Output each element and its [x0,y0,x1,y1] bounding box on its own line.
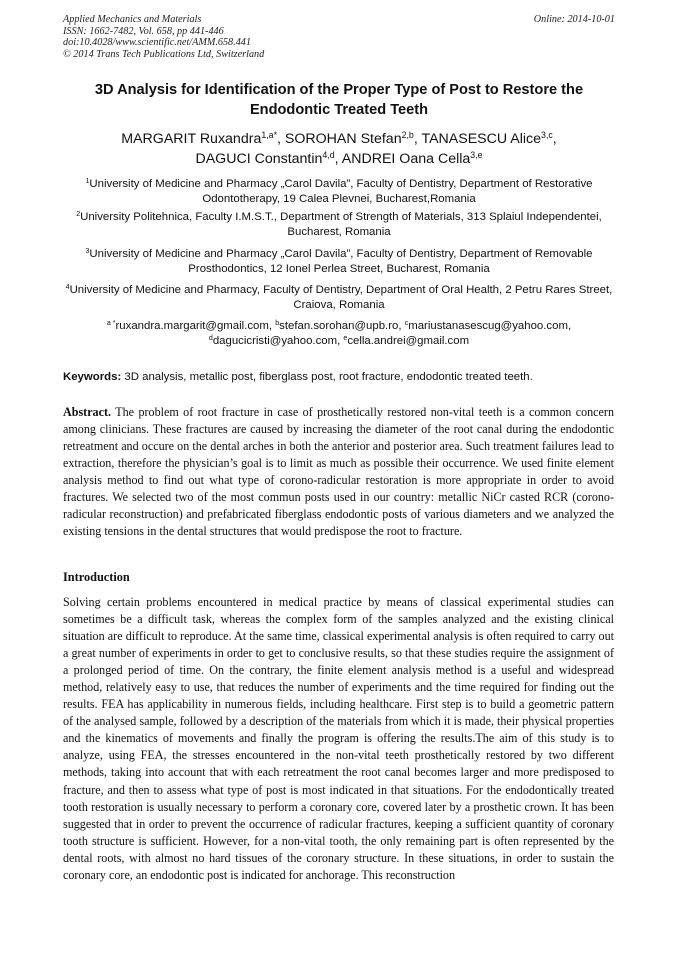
affiliation-3 [50,247,628,277]
email-line-1 [50,319,628,334]
author-separator: , [277,131,285,147]
affiliation-text: University of Medicine and Pharmacy, Faculty of Dentistry, Department of Oral Health, 2 Petru Rares Street, Craiova, Romania [69,284,613,311]
keywords-line [63,370,623,385]
title-line-2: Endodontic Treated Teeth [249,102,429,118]
author-name: TANASESCU Alice [421,131,542,147]
title-line-1: 3D Analysis for Identification of the Proper Type of Post to Restore the [94,82,584,98]
email-line-2 [50,334,628,349]
author-separator: , [334,150,342,167]
author-name: DAGUCI Constantin [195,150,323,167]
journal-name: Applied Mechanics and Materials [63,14,202,25]
authors-line-1 [40,130,638,150]
author-sup: 3,e [470,149,483,160]
keywords-text: 3D analysis, metallic post, fiberglass post, root fracture, endodontic treated teeth. [121,371,533,383]
affiliation-number: 4 [65,284,70,292]
author-sup: 2,b [401,130,414,141]
introduction-paragraph: Solving certain problems encountered in medical practice by means of classical experimental studies can sometimes be a difficult task, whereas the complex form of the samples analyzed and the existing clinical situation are difficult to reproduce. At the same time, classical experimental analysis is often required to carry out a great number of experiments in order to get to conclusive results, so that these studies require the assignment of a prolonged period of time. On the contrary, the finite element analysis method is a useful and widespread method, relatively easy to use, that reduces the number of experiments and the time required for finding out the results. FEA has applicability in numerous fields, including healthcare. First step is to build a geometric pattern of the analysed sample, followed by a description of the materials from which it is made, their physical properties and the kinematics of movements and finally the program is offering the results.The aim of this study is to analyze, using FEA, the stresses encountered in the non-vital teeth prosthetically restored by two different methods, taking into account that with each retreatment the root canal becomes larger and more predisposed to fracture, and then to assess what type of post is most indicated in that situations. For the endodontically treated tooth restoration is usually necessary to perform a coronary core, covered later by a prosthetic crown. It has been suggested that in order to prevent the occurrence of radicular fractures, keeping a sufficient quantity of coronary tooth structure is sufficient. However, for a non-vital tooth, the only remaining part is often represented by the dental roots, with almost no hard tissues of the coronary structure. In these situations, in order to sustain the coronary core, an endodontic post is indicated for anchorage. This reconstruction [63,595,614,882]
email-sup: c [404,320,409,328]
copyright-line: © 2014 Trans Tech Publications Ltd, Switzerland [63,48,265,60]
affiliation-2 [50,210,628,240]
email-address: dagucicristi@yahoo.com, [212,335,344,347]
journal-header [63,14,264,60]
doi-line: doi:10.4028/www.scientific.net/AMM.658.441 [63,37,251,49]
affiliation-4 [50,283,628,313]
email-address: mariustanasescug@yahoo.com, [408,320,572,332]
author-name: ANDREI Oana Cella [341,150,471,167]
author-sup: 3,c [541,130,553,141]
affiliation-text: University Politehnica, Faculty I.M.S.T., Department of Strength of Materials, 313 Splaiul Independentei, Bucharest, Romania [80,211,602,238]
email-sup: d [208,335,213,343]
affiliation-text: University of Medicine and Pharmacy „Carol Davila”, Faculty of Dentistry, Department of Restorative Odontotherapy, 19 Calea Plevnei, Bucharest,Romania [89,178,593,205]
abstract-label: Abstract. [63,405,112,419]
affiliation-number: 2 [76,211,81,219]
email-address: stefan.sorohan@upb.ro, [279,320,405,332]
affiliation-text: University of Medicine and Pharmacy „Carol Davila”, Faculty of Dentistry, Department of Removable Prosthodontics, 12 Ionel Perlea Street, Bucharest, Romania [89,248,593,275]
author-sup: 4,d [322,149,335,160]
email-address: cella.andrei@gmail.com [347,335,470,347]
email-list [50,319,628,349]
authors-line-2 [40,150,638,170]
author-name: SOROHAN Stefan [284,131,402,147]
author-list [40,130,638,169]
author-name: MARGARIT Ruxandra [121,131,262,147]
affiliation-number: 1 [85,178,90,186]
section-heading-introduction: Introduction [63,570,130,584]
author-separator: , [413,131,422,147]
email-address: ruxandra.margarit@gmail.com, [115,320,276,332]
email-sup: a * [106,320,116,328]
abstract-paragraph [63,404,614,540]
online-date: Online: 2014-10-01 [533,14,615,25]
author-separator: , [552,131,557,147]
email-sup: b [275,320,280,328]
email-sup: e [343,335,348,343]
issn-line: ISSN: 1662-7482, Vol. 658, pp 441-446 [63,25,224,37]
abstract-text: The problem of root fracture in case of prosthetically restored non-vital teeth is a common concern among clinicians. These fractures are caused by increasing the diameter of the root canal during the endodontic retreatment and occure on the dental arches in both the anterior and posterior area. Such treatment failures lead to extraction, therefore the physician’s goal is to limit as much as possible their occurrence. We used finite element analysis method to find out what type of corono-radicular restoration is more appropriate in order to avoid fractures. We selected two of the most commun posts used in our country: metallic NiCr casted RCR (corono-radicular reconstruction) and prefabricated fiberglass endodontic posts of various diameters and we analyzed the existing tensions in the dental structures that would predispose the root to fracture. [63,405,614,539]
keywords-label: Keywords: [63,371,122,383]
paper-title [50,80,628,120]
affiliation-1 [50,177,628,207]
author-sup: 1,a* [261,130,277,141]
affiliation-number: 3 [85,248,90,256]
